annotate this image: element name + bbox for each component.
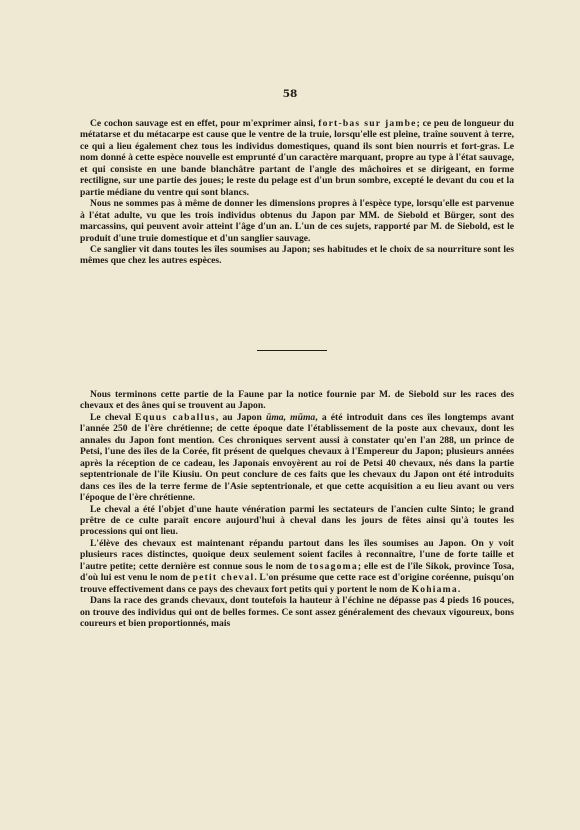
spaced-term: Kohiama	[411, 583, 458, 595]
text-run: L'élève des chevaux est maintenant répandu partout dans les îles soumises au Japon. On y voit plusieurs races distinctes, quoique deux seulement soient faciles à reconnaître, l'une de forte taille et l'autre petite; cette dernière est connue sous le nom de	[80, 537, 514, 572]
text-block-wild-boar	[80, 118, 514, 267]
spaced-term: petit cheval	[192, 572, 255, 584]
paragraph	[80, 412, 514, 504]
text-run: Dans la race des grands chevaux, dont toutefois la hauteur à l'échine ne dépasse pas 4 pieds 16 pouces, on trouve des individus qui ont de belles formes. Ce sont assez généralement des chevaux vigoureux, bons coureurs et bien proportionnés, mais	[80, 595, 514, 630]
paragraph	[80, 118, 514, 198]
page-number: 58	[282, 88, 298, 100]
paragraph	[80, 595, 514, 629]
text-run: Nous ne sommes pas à même de donner les dimensions propres à l'espèce type, lorsqu'elle est parvenue à l'état adulte, vu que les trois individus obtenus du Japon par MM. de Siebold et Bürger, sont des marcassins, qui peuvent avoir atteint l'âge d'un an. L'un de ces sujets, rapporté par M. de Siebold, est le produit d'une truie domestique et d'un sanglier sauvage.	[80, 198, 514, 244]
spaced-term: tosagoma	[309, 560, 358, 572]
text-run: Nous terminons cette partie de la Faune par la notice fournie par M. de Siebold sur les races des chevaux et des ânes qui se trouvent au Japon.	[80, 389, 514, 412]
italic-term: ūma, mūma	[266, 411, 316, 423]
text-run: Ce cochon sauvage est en effet, pour m'exprimer ainsi,	[90, 118, 319, 129]
spaced-term: Equus caballus	[135, 411, 216, 423]
text-run: Ce sanglier vit dans toutes les îles soumises au Japon; ses habitudes et le choix de sa nourriture sont les mêmes que chez les autres espèces.	[80, 243, 514, 267]
paragraph	[80, 389, 514, 412]
text-run: ; elle est de l'île Sikok, province Tosa, d'où lui est venu le nom de	[80, 560, 514, 584]
text-block-horses	[80, 389, 514, 630]
paragraph	[80, 198, 514, 244]
paragraph	[80, 244, 514, 267]
text-run: . L'on présume que cette race est d'origine coréenne, puisqu'on trouve effectivement dans ce pays des chevaux fort petits qui y portent le nom de	[80, 572, 514, 595]
text-run: ; ce peu de longueur du métatarse et du métacarpe est cause que le ventre de la truie, lorsqu'elle est pleine, traîne souvent à terre, ce qui a lieu également chez tous les individus domestiques, quand ils sont bien nourris et fort-gras. Le nom donné à cette espèce nouvelle est emprunté d'un caractère marquant, propre au type à l'état sauvage, et qui consiste en une bande blanchâtre partant de l'angle des mâchoires et se dirigeant, en forme rectiligne, sur une partie des joues; le reste du pelage est d'un brun sombre, excepté le devant du cou et la partie médiane du ventre qui sont blancs.	[80, 118, 514, 198]
spaced-term: fort-bas sur jambe	[318, 118, 417, 129]
text-run: .	[457, 583, 461, 595]
text-run: Le cheval a été l'objet d'une haute vénération parmi les sectateurs de l'ancien culte Sinto; le grand prêtre de ce culte paraît encore aujourd'hui à cheval dans les jours de fêtes ainsi qu'à toutes les processions qui ont lieu.	[80, 503, 514, 538]
text-run: , a été introduit dans ces îles longtemps avant l'année 250 de l'ère chrétienne; de cette époque date l'établissement de la poste aux chevaux, dont les annales du Japon font mention. Ces chroniques servent aussi à constater qu'en l'an 288, un prince de Petsi, l'une des îles de la Corée, fit présent de quelques chevaux à l'Empereur du Japon; plusieurs années après la réception de ce cadeau, les Japonais envoyèrent au roi de Petsi 40 chevaux, nés dans la partie septentrionale de l'île Kiusiu. On peut conclure de ces faits que les chevaux du Japon ont été introduits dans ces îles de la terre ferme de l'Asie septentrionale, et que cette acquisition a eu lieu avant ou vers l'époque de l'ère chrétienne.	[80, 411, 514, 504]
section-divider	[257, 350, 327, 351]
text-run: Le cheval	[90, 411, 136, 423]
text-run: , au Japon	[215, 411, 266, 423]
paragraph	[80, 504, 514, 538]
paragraph	[80, 538, 514, 595]
